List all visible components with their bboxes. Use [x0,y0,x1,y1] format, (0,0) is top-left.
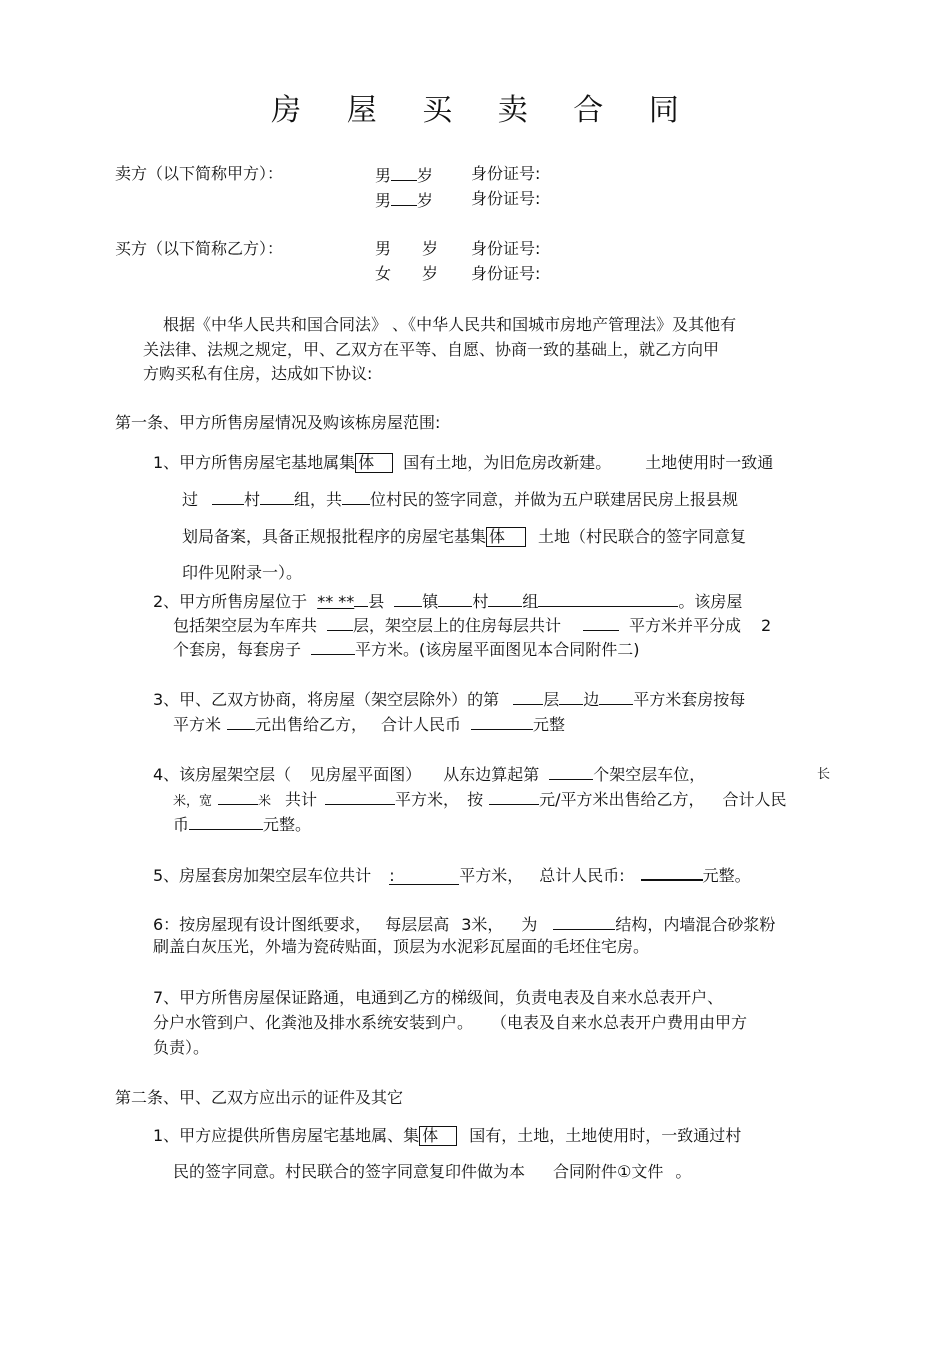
a1-item4-line2: 米，宽 米 共计 平方米， 按 元/平方米出售给乙方， 合计人民 [173,790,787,809]
a1-item3-line2: 平方米 元出售给乙方， 合计人民币 元整 [173,715,566,734]
intro-line-2: 关法律、法规之规定，甲、乙双方在平等、自愿、协商一致的基础上，就乙方向甲 [143,340,720,359]
blank [559,690,583,705]
intro-line-3: 方购买私有住房，达成如下协议: [143,364,373,383]
article-2-heading: 第二条、甲、乙双方应出示的证件及其它 [115,1088,404,1107]
a1-item1-line2: 过 村 组，共 位村民的签字同意，并做为五户联建居民房上报县规 [182,490,739,509]
seller-gender-2: 男 [375,191,392,210]
blank [260,490,294,505]
buyer-id-label-1: 身份证号: [471,239,541,258]
blank [342,490,370,505]
a2-item1-line2: 民的签字同意。村民联合的签字同意复印件做为本 合同附件①文件 。 [173,1162,692,1181]
article-1-heading: 第一条、甲方所售房屋情况及购该栋房屋范围: [115,413,441,432]
seller-row-2 [375,191,433,209]
total-price-blank [641,865,703,881]
a1-item7-line3: 负责）。 [153,1038,210,1057]
blank [311,640,355,655]
intro-line-1: 根据《中华人民共和国合同法》 、《中华人民共和国城市房地产管理法》及其他有 [163,315,737,334]
a1-item3-line1: 3、甲、乙双方协商，将房屋（架空层除外）的第 层 边 平方米套房按每 [153,690,746,709]
blank [599,690,633,705]
a1-item1-line1: 1、甲方所售房屋宅基地属集 体 国有土地，为旧危房改新建。 土地使用时一致通 [153,453,774,472]
blank [471,715,533,730]
a1-item4-length: 长 [817,767,831,782]
location-stars: ** ** [317,592,355,611]
blank [583,616,619,631]
buyer-age-label-2: 岁 [422,264,439,283]
a1-item6-line2: 刷盖白灰压光，外墙为瓷砖贴面，顶层为水泥彩瓦屋面的毛坯住宅房。 [153,937,650,956]
age-blank [391,191,417,206]
blank [488,592,522,607]
blank [553,915,615,930]
blank [438,592,472,607]
a1-item7-line2: 分户水管到户、化粪池及排水系统安装到户。 （电表及自来水总表开户费用由甲方 [153,1013,748,1032]
blank [325,790,395,805]
a1-item1-line3: 划局备案，具备正规报批程序的房屋宅基集 体 土地（村民联合的签字同意复 [182,527,747,546]
blank [354,592,368,607]
a1-item4-line1: 4、该房屋架空层（ 见房屋平面图） 从东边算起第 个架空层车位， [153,765,706,784]
seller-gender-1: 男 [375,166,392,185]
checkbox-collective: 体 [355,453,393,473]
blank [227,715,255,730]
a1-item5: 5、房屋套房加架空层车位共计 : 平方米， 总计人民币: 元整。 [153,866,751,885]
blank [218,790,258,805]
a1-item2-line2: 包括架空层为车库共 层，架空层上的住房每层共计 平方米并平分成 2 [173,616,772,635]
seller-id-label-2: 身份证号: [471,189,541,208]
blank [549,765,593,780]
a1-item2-line3: 个套房，每套房子 平方米。(该房屋平面图见本合同附件二) [173,640,640,659]
seller-id-label-1: 身份证号: [471,164,541,183]
seller-age-label-1: 岁 [417,166,434,185]
blank [513,690,543,705]
a1-item2-line1: 2、甲方所售房屋位于 ** ** 县 镇 村 组 。该房屋 [153,592,743,611]
seller-label: 卖方（以下简称甲方）： [115,164,284,183]
seller-age-label-2: 岁 [417,191,434,210]
a2-item1-line1: 1、甲方应提供所售房屋宅基地属、集 体 国有，土地，土地使用时，一致通过村 [153,1126,742,1145]
document-title: 房 屋 买 卖 合 同 [271,93,697,128]
total-area-blank: : [389,868,459,885]
seller-row-1 [375,166,433,184]
blank [489,790,539,805]
age-blank [391,166,417,181]
buyer-label: 买方（以下简称乙方）： [115,239,284,258]
blank [189,815,263,830]
blank [327,616,353,631]
a1-item7-line1: 7、甲方所售房屋保证路通，电通到乙方的梯级间，负责电表及自来水总表开户、 [153,988,724,1007]
a1-item4-line3: 币 元整。 [173,815,312,834]
a1-item1-line4: 印件见附录一）。 [182,563,303,582]
buyer-gender-2: 女 [375,264,392,283]
blank [212,490,244,505]
buyer-gender-1: 男 [375,239,392,258]
buyer-id-label-2: 身份证号: [471,264,541,283]
buyer-age-label-1: 岁 [422,239,439,258]
checkbox-collective-2: 体 [486,527,526,547]
checkbox-collective-3: 体 [419,1126,457,1146]
a1-item6-line1: 6：按房屋现有设计图纸要求， 每层层高 3米， 为 结构，内墙混合砂浆粉 [153,915,776,934]
blank [538,592,678,607]
blank [394,592,422,607]
